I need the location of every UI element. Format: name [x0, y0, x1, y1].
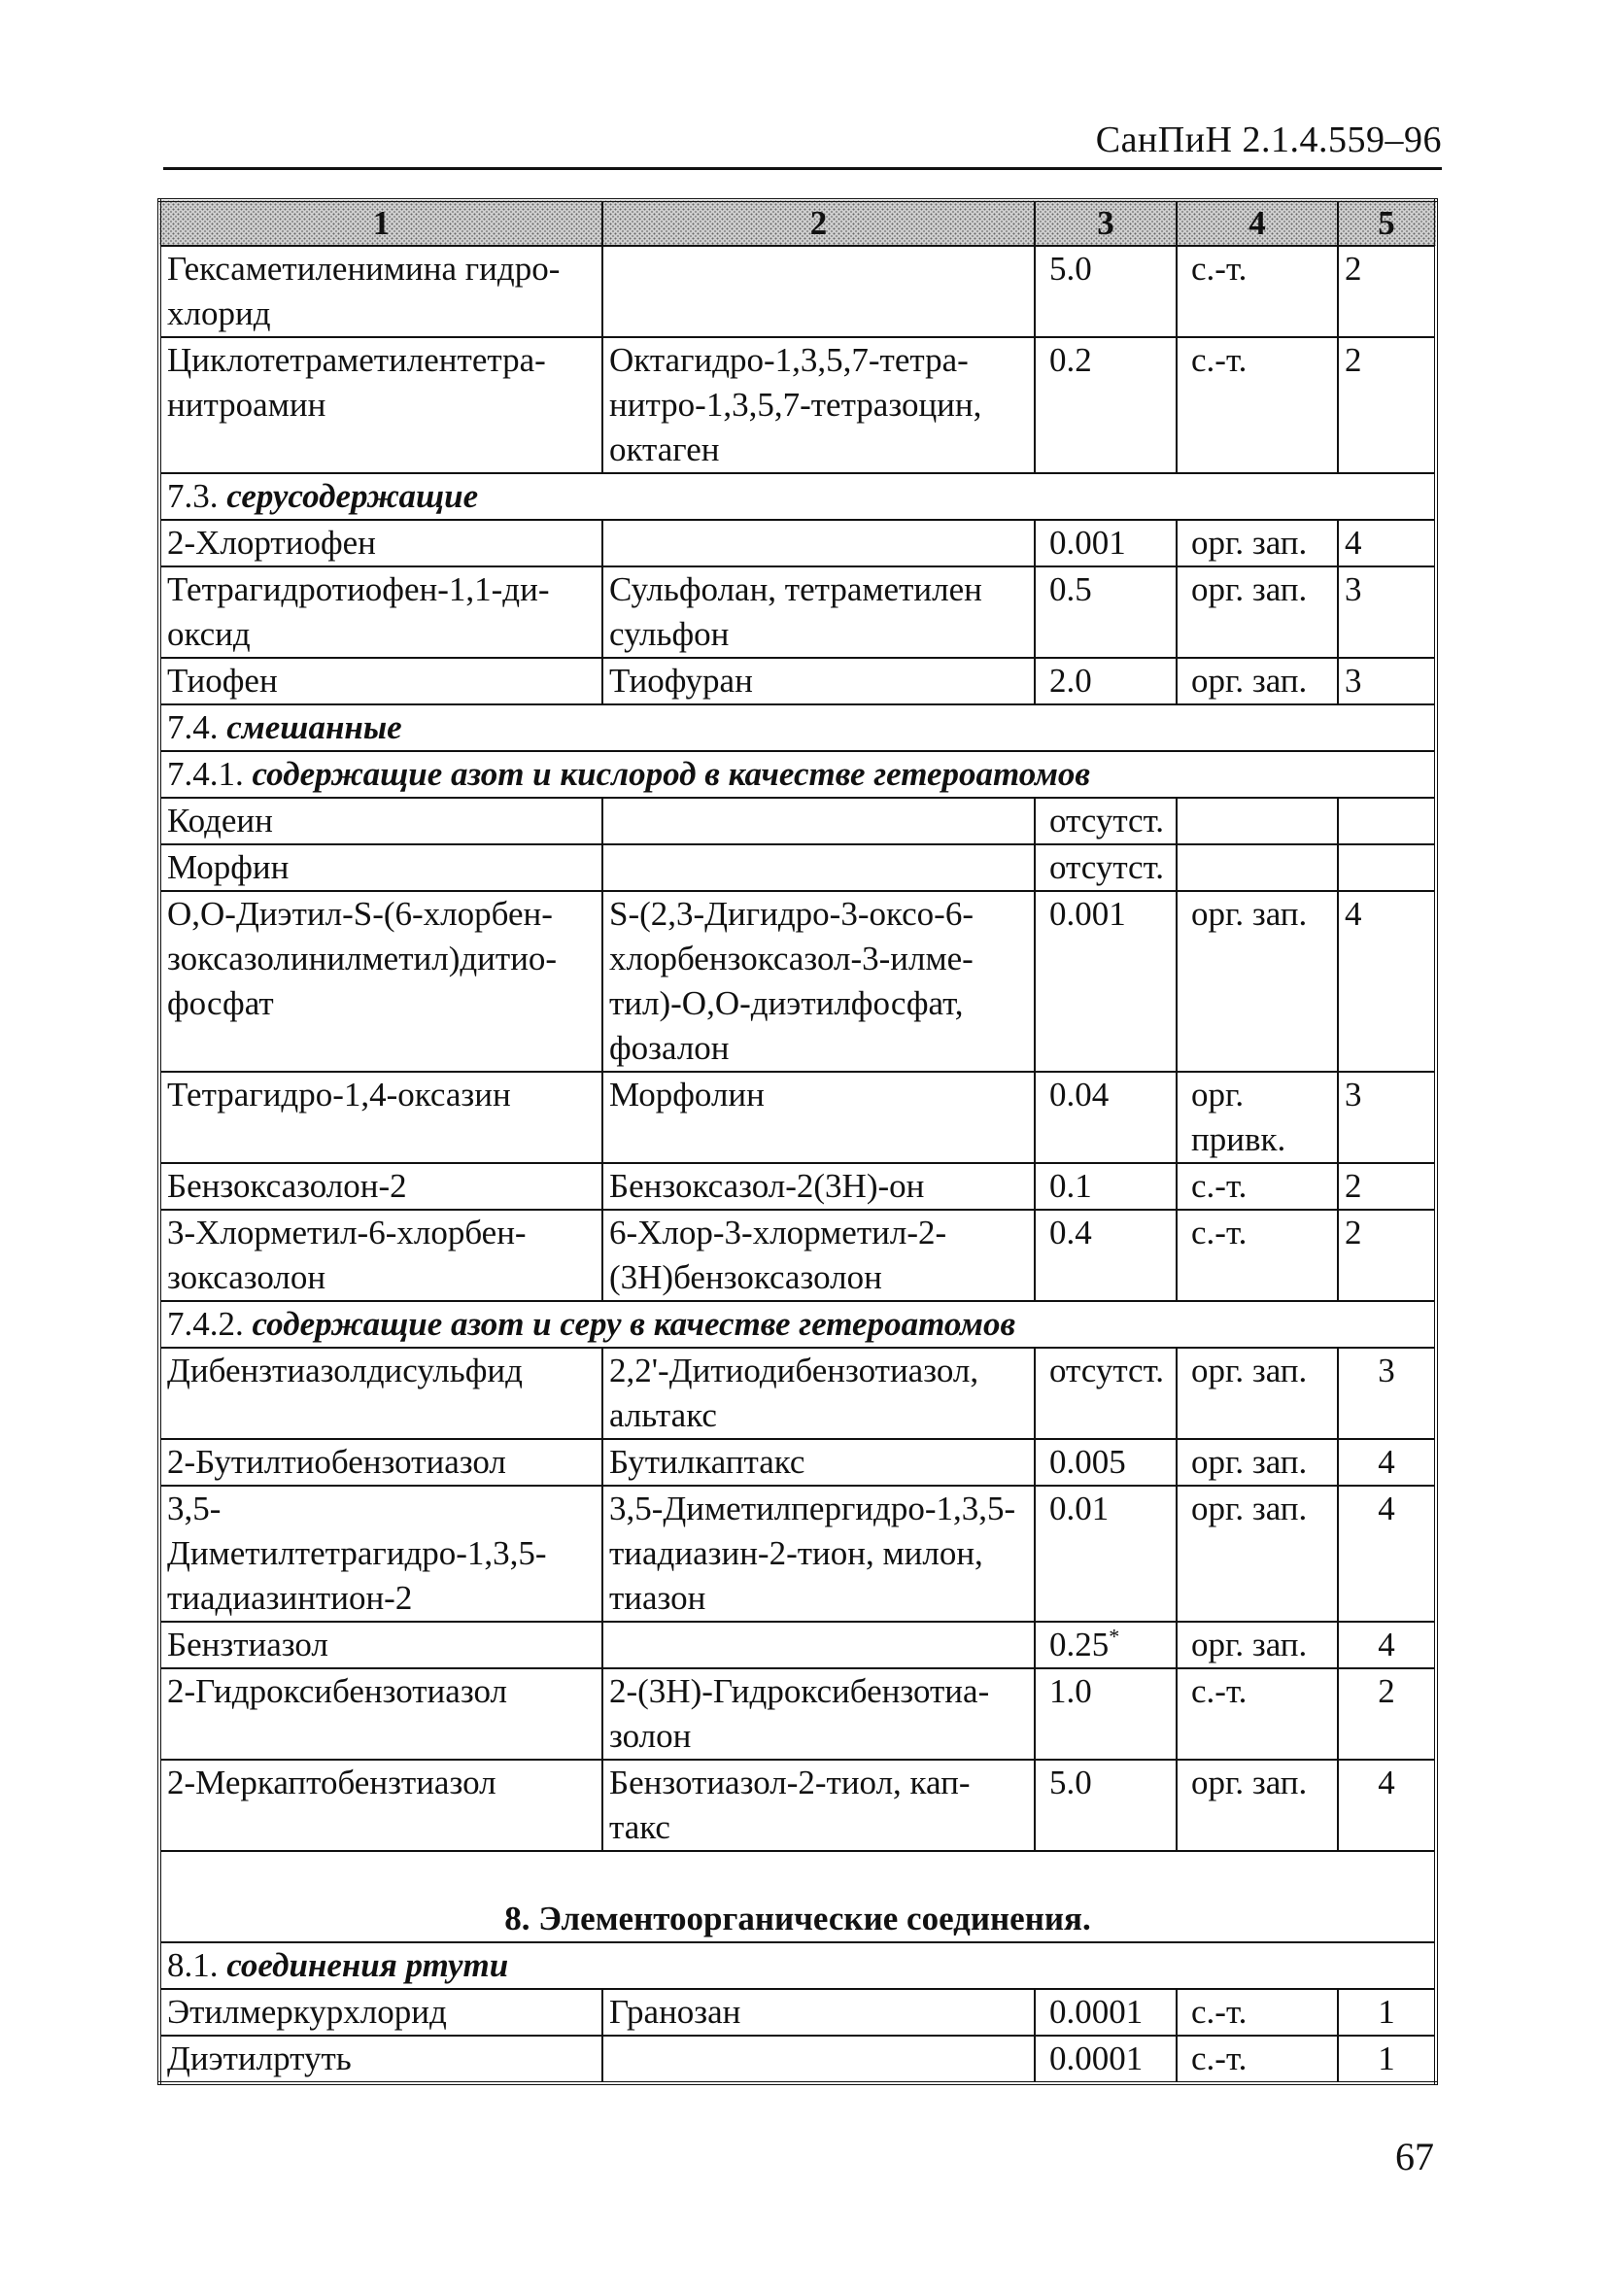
cell-col-2 — [602, 798, 1035, 844]
cell-text: 0.01 — [1049, 1490, 1110, 1527]
cell-text: 0.001 — [1049, 895, 1126, 933]
cell-col-1 — [159, 798, 602, 844]
cell-col-3 — [1035, 566, 1177, 658]
table-row — [159, 1348, 1436, 1439]
cell-text: 0.001 — [1049, 524, 1126, 562]
cell-col-3 — [1035, 2036, 1177, 2083]
cell-text: 6-Хлор-3-хлорметил-2-(3H)бензоксазолон — [609, 1214, 947, 1296]
column-header-2: 2 — [602, 200, 1035, 246]
table-row — [159, 1989, 1436, 2036]
cell-col-5 — [1338, 1760, 1436, 1851]
cell-col-1 — [159, 1210, 602, 1301]
cell-col-4 — [1177, 2036, 1338, 2083]
cell-col-1 — [159, 2036, 602, 2083]
table-row — [159, 1439, 1436, 1486]
cell-text: с.-т. — [1191, 250, 1248, 288]
cell-text: 4 — [1378, 1490, 1395, 1527]
cell-text: Сульфолан, тетраметилен сульфон — [609, 570, 982, 653]
cell-text: 3 — [1345, 570, 1362, 608]
cell-text: 3 — [1345, 1076, 1362, 1114]
section-heading-row — [159, 704, 1436, 751]
section-number: 7.4.1. — [167, 755, 244, 793]
cell-text: 4 — [1345, 895, 1362, 933]
cell-col-5 — [1338, 1072, 1436, 1163]
section-title: содержащие азот и кислород в качестве гетероатомов — [252, 755, 1091, 793]
cell-text: 3 — [1345, 662, 1362, 700]
column-header-1: 1 — [159, 200, 602, 246]
cell-col-3 — [1035, 1163, 1177, 1210]
table-row — [159, 844, 1436, 891]
substances-table — [157, 198, 1438, 2085]
page-number: 67 — [1395, 2135, 1434, 2178]
cell-col-1 — [159, 1760, 602, 1851]
cell-col-2 — [602, 1439, 1035, 1486]
cell-col-3 — [1035, 1668, 1177, 1760]
cell-text: Тетрагидротиофен-1,1-ди-оксид — [167, 570, 550, 653]
cell-col-3 — [1035, 1486, 1177, 1622]
cell-col-3 — [1035, 337, 1177, 473]
table-body — [159, 246, 1436, 2083]
cell-text: 0.4 — [1049, 1214, 1092, 1251]
column-header-3: 3 — [1035, 200, 1177, 246]
cell-text: 2 — [1378, 1672, 1395, 1710]
cell-text: орг. зап. — [1191, 570, 1308, 608]
cell-col-5 — [1338, 798, 1436, 844]
cell-text: Бензтиазол — [167, 1626, 328, 1663]
cell-text: 2-Меркаптобензтиазол — [167, 1764, 496, 1801]
cell-text: Бензоксазолон-2 — [167, 1167, 407, 1205]
section-heading — [159, 1942, 1436, 1989]
cell-text: Этилмеркурхлорид — [167, 1993, 447, 2031]
cell-col-3 — [1035, 246, 1177, 337]
cell-col-3 — [1035, 891, 1177, 1072]
cell-col-2 — [602, 520, 1035, 566]
cell-col-4 — [1177, 1760, 1338, 1851]
cell-text: Циклотетраметилентетра-нитроамин — [167, 341, 546, 424]
cell-text: Морфин — [167, 848, 290, 886]
table-row — [159, 520, 1436, 566]
cell-col-3 — [1035, 1989, 1177, 2036]
cell-text: 0.005 — [1049, 1443, 1126, 1481]
table-row — [159, 1072, 1436, 1163]
column-header-5: 5 — [1338, 200, 1436, 246]
cell-col-3 — [1035, 658, 1177, 704]
cell-col-4 — [1177, 844, 1338, 891]
section-title: соединения ртути — [226, 1946, 509, 1984]
cell-col-2 — [602, 1486, 1035, 1622]
section-heading — [159, 751, 1436, 798]
cell-text: 4 — [1378, 1443, 1395, 1481]
table-row — [159, 1486, 1436, 1622]
table-row — [159, 1210, 1436, 1301]
cell-text: 0.2 — [1049, 341, 1092, 379]
cell-col-3 — [1035, 1439, 1177, 1486]
cell-col-4 — [1177, 1210, 1338, 1301]
table-row — [159, 337, 1436, 473]
section-heading-row — [159, 751, 1436, 798]
cell-text: с.-т. — [1191, 1214, 1248, 1251]
cell-text: 1 — [1378, 2039, 1395, 2077]
cell-text: Тиофуран — [609, 662, 753, 700]
cell-col-5 — [1338, 566, 1436, 658]
cell-text: 0.0001 — [1049, 2039, 1144, 2077]
cell-col-1 — [159, 1989, 602, 2036]
table-header — [159, 200, 1436, 246]
section-number: 7.3. — [167, 477, 219, 515]
section-title: серусодержащие — [226, 477, 479, 515]
cell-text: 0.0001 — [1049, 1993, 1144, 2031]
cell-col-5 — [1338, 1622, 1436, 1668]
cell-col-4 — [1177, 1072, 1338, 1163]
cell-col-2 — [602, 1348, 1035, 1439]
column-header-4: 4 — [1177, 200, 1338, 246]
table-row — [159, 658, 1436, 704]
cell-col-4 — [1177, 1622, 1338, 1668]
cell-text: Бензоксазол-2(3H)-он — [609, 1167, 925, 1205]
cell-text: отсутст. — [1049, 802, 1165, 840]
cell-col-5 — [1338, 2036, 1436, 2083]
cell-col-2 — [602, 246, 1035, 337]
cell-col-5 — [1338, 1348, 1436, 1439]
cell-text: 0.04 — [1049, 1076, 1110, 1114]
cell-col-2 — [602, 1989, 1035, 2036]
cell-col-2 — [602, 2036, 1035, 2083]
cell-text: отсутст. — [1049, 848, 1165, 886]
document-code: СанПиН 2.1.4.559–96 — [1095, 120, 1442, 160]
cell-col-1 — [159, 1486, 602, 1622]
cell-text: 1.0 — [1049, 1672, 1092, 1710]
cell-col-4 — [1177, 1348, 1338, 1439]
cell-col-1 — [159, 337, 602, 473]
cell-text: 4 — [1378, 1626, 1395, 1663]
cell-text: 2,2'-Дитиодибензотиазол, альтакс — [609, 1352, 979, 1434]
cell-text: с.-т. — [1191, 1167, 1248, 1205]
footnote-mark: * — [1109, 1624, 1120, 1649]
cell-col-2 — [602, 1760, 1035, 1851]
cell-col-4 — [1177, 1668, 1338, 1760]
cell-text: 2 — [1345, 1214, 1362, 1251]
cell-text: 2 — [1345, 250, 1362, 288]
cell-col-1 — [159, 658, 602, 704]
cell-col-3 — [1035, 798, 1177, 844]
cell-col-1 — [159, 1622, 602, 1668]
cell-text: 2-(3H)-Гидроксибензотиа-золон — [609, 1672, 990, 1755]
cell-col-5 — [1338, 1439, 1436, 1486]
cell-text: орг. зап. — [1191, 662, 1308, 700]
cell-col-4 — [1177, 520, 1338, 566]
cell-text: 5.0 — [1049, 1764, 1092, 1801]
cell-col-4 — [1177, 337, 1338, 473]
cell-text: орг. зап. — [1191, 1443, 1308, 1481]
cell-col-1 — [159, 566, 602, 658]
cell-col-3 — [1035, 520, 1177, 566]
table-row — [159, 1163, 1436, 1210]
cell-col-4 — [1177, 1439, 1338, 1486]
section-heading — [159, 704, 1436, 751]
table-row — [159, 246, 1436, 337]
column-number-row — [159, 200, 1436, 246]
cell-text: 3,5-Диметилтетрагидро-1,3,5-тиадиазинтион-2 — [167, 1490, 547, 1617]
section-number: 7.4.2. — [167, 1305, 244, 1343]
cell-col-1 — [159, 1163, 602, 1210]
cell-text: с.-т. — [1191, 341, 1248, 379]
cell-col-5 — [1338, 337, 1436, 473]
cell-text: с.-т. — [1191, 1993, 1248, 2031]
cell-text: 2-Бутилтиобензотиазол — [167, 1443, 506, 1481]
cell-text: Кодеин — [167, 802, 273, 840]
cell-text: с.-т. — [1191, 2039, 1248, 2077]
cell-text: 0.25 — [1049, 1626, 1110, 1663]
cell-col-4 — [1177, 1486, 1338, 1622]
cell-col-1 — [159, 1348, 602, 1439]
cell-text: орг. привк. — [1191, 1076, 1286, 1158]
cell-text: 2-Хлортиофен — [167, 524, 376, 562]
cell-text: Бензотиазол-2-тиол, кап-такс — [609, 1764, 971, 1846]
section-title: содержащие азот и серу в качестве гетероатомов — [252, 1305, 1016, 1343]
cell-col-1 — [159, 1072, 602, 1163]
cell-col-3 — [1035, 844, 1177, 891]
chapter-title: 8. Элементоорганические соединения. — [159, 1851, 1436, 1942]
cell-text: 3-Хлорметил-6-хлорбен-зоксазолон — [167, 1214, 527, 1296]
table-row — [159, 2036, 1436, 2083]
cell-text: 2 — [1345, 341, 1362, 379]
cell-col-2 — [602, 1622, 1035, 1668]
cell-col-1 — [159, 246, 602, 337]
cell-col-5 — [1338, 1210, 1436, 1301]
cell-col-5 — [1338, 1989, 1436, 2036]
cell-col-5 — [1338, 658, 1436, 704]
cell-text: орг. зап. — [1191, 1764, 1308, 1801]
section-heading-row — [159, 473, 1436, 520]
cell-text: 1 — [1378, 1993, 1395, 2031]
cell-col-5 — [1338, 520, 1436, 566]
cell-col-3 — [1035, 1210, 1177, 1301]
cell-text: 5.0 — [1049, 250, 1092, 288]
cell-col-4 — [1177, 658, 1338, 704]
table-row — [159, 1622, 1436, 1668]
cell-col-3 — [1035, 1760, 1177, 1851]
cell-col-1 — [159, 891, 602, 1072]
cell-col-5 — [1338, 1668, 1436, 1760]
cell-col-4 — [1177, 891, 1338, 1072]
cell-text: 0.5 — [1049, 570, 1092, 608]
cell-text: 4 — [1345, 524, 1362, 562]
cell-text: орг. зап. — [1191, 1626, 1308, 1663]
cell-col-2 — [602, 1210, 1035, 1301]
cell-text: S-(2,3-Дигидро-3-оксо-6-хлорбензоксазол-3-илме-тил)-О,О-диэтилфосфат, фозалон — [609, 895, 974, 1067]
header-rule — [163, 167, 1442, 170]
cell-text: 3 — [1378, 1352, 1395, 1389]
cell-text: 4 — [1378, 1764, 1395, 1801]
cell-col-2 — [602, 1072, 1035, 1163]
cell-col-4 — [1177, 566, 1338, 658]
cell-col-3 — [1035, 1622, 1177, 1668]
table-row — [159, 1668, 1436, 1760]
table-row — [159, 891, 1436, 1072]
section-heading-row — [159, 1942, 1436, 1989]
section-title: смешанные — [226, 708, 402, 746]
cell-text: Дибензтиазолдисульфид — [167, 1352, 523, 1389]
substances-table-container — [157, 198, 1434, 2085]
cell-col-2 — [602, 891, 1035, 1072]
cell-text: орг. зап. — [1191, 895, 1308, 933]
cell-col-2 — [602, 566, 1035, 658]
cell-text: Тетрагидро-1,4-оксазин — [167, 1076, 511, 1114]
cell-col-4 — [1177, 798, 1338, 844]
cell-col-2 — [602, 1163, 1035, 1210]
cell-text: О,О-Диэтил-S-(6-хлорбен-зоксазолинилметил)дитио-фосфат — [167, 895, 558, 1022]
table-row — [159, 798, 1436, 844]
cell-text: Бутилкаптакс — [609, 1443, 805, 1481]
cell-text: Гексаметиленимина гидро-хлорид — [167, 250, 561, 332]
cell-col-4 — [1177, 246, 1338, 337]
cell-text: отсутст. — [1049, 1352, 1165, 1389]
cell-col-1 — [159, 844, 602, 891]
cell-text: 2-Гидроксибензотиазол — [167, 1672, 507, 1710]
cell-text: Тиофен — [167, 662, 278, 700]
table-row — [159, 566, 1436, 658]
cell-col-5 — [1338, 1486, 1436, 1622]
cell-text: орг. зап. — [1191, 1352, 1308, 1389]
cell-col-4 — [1177, 1163, 1338, 1210]
cell-col-1 — [159, 1439, 602, 1486]
cell-text: 0.1 — [1049, 1167, 1092, 1205]
cell-text: Гранозан — [609, 1993, 741, 2031]
section-heading-row — [159, 1301, 1436, 1348]
section-number: 7.4. — [167, 708, 219, 746]
cell-text: орг. зап. — [1191, 524, 1308, 562]
cell-col-2 — [602, 337, 1035, 473]
cell-col-1 — [159, 1668, 602, 1760]
cell-col-4 — [1177, 1989, 1338, 2036]
cell-text: орг. зап. — [1191, 1490, 1308, 1527]
cell-col-1 — [159, 520, 602, 566]
section-heading — [159, 1301, 1436, 1348]
cell-text: с.-т. — [1191, 1672, 1248, 1710]
cell-col-5 — [1338, 1163, 1436, 1210]
cell-text: 2 — [1345, 1167, 1362, 1205]
cell-text: Морфолин — [609, 1076, 765, 1114]
table-row — [159, 1760, 1436, 1851]
cell-col-5 — [1338, 844, 1436, 891]
cell-text: 2.0 — [1049, 662, 1092, 700]
cell-text: Диэтилртуть — [167, 2039, 352, 2077]
cell-col-3 — [1035, 1072, 1177, 1163]
section-number: 8.1. — [167, 1946, 219, 1984]
cell-text: Октагидро-1,3,5,7-тетра-нитро-1,3,5,7-тетразоцин, октаген — [609, 341, 982, 468]
cell-col-5 — [1338, 246, 1436, 337]
cell-text: 3,5-Диметилпергидро-1,3,5-тиадиазин-2-тион, милон, тиазон — [609, 1490, 1016, 1617]
section-heading — [159, 473, 1436, 520]
cell-col-2 — [602, 658, 1035, 704]
chapter-title-row — [159, 1851, 1436, 1942]
cell-col-2 — [602, 1668, 1035, 1760]
cell-col-3 — [1035, 1348, 1177, 1439]
cell-col-2 — [602, 844, 1035, 891]
cell-col-5 — [1338, 891, 1436, 1072]
